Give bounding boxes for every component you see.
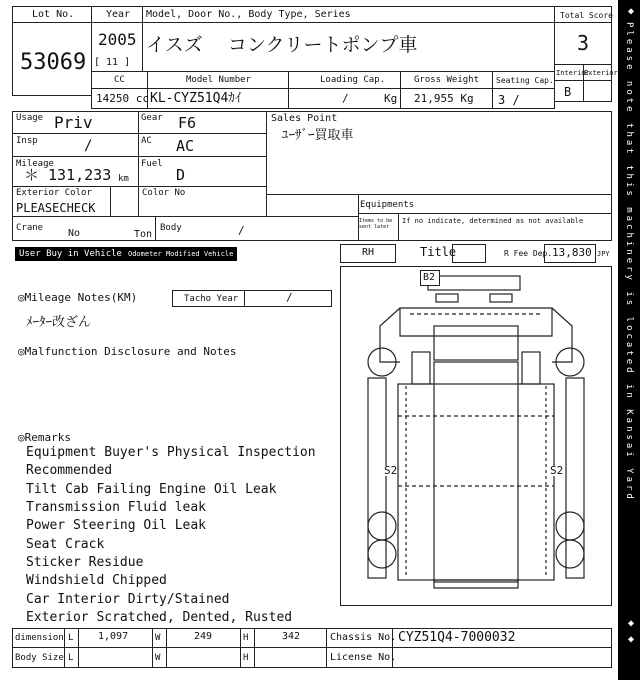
interior-score: B xyxy=(564,85,572,99)
equipments-label: Equipments xyxy=(360,200,415,210)
if-no-indicate-label: If no indicate, determined as not available xyxy=(402,217,584,225)
diamond-icon: ◆ xyxy=(627,634,634,645)
gear-label: Gear xyxy=(141,113,163,123)
tacho-value: / xyxy=(286,291,293,304)
mileage-notes-label: ◎Mileage Notes(KM) xyxy=(18,291,138,304)
model-number-value: KL-CYZ51Q4ｶｲ xyxy=(150,91,242,106)
crane-label: Crane xyxy=(16,223,44,233)
loading-value: / xyxy=(342,92,349,105)
lot-number: 53069 xyxy=(20,50,87,75)
cc-value: 14250 cc xyxy=(96,92,149,105)
bs-w-label: W xyxy=(155,653,161,663)
body-value: / xyxy=(238,224,245,237)
dim-w-value: 249 xyxy=(194,631,213,642)
ext-color-value: PLEASECHECK xyxy=(16,201,96,215)
remark-item: Sticker Residue xyxy=(26,555,144,570)
insp-value: / xyxy=(84,138,93,154)
remark-item: Car Interior Dirty/Stained xyxy=(26,592,230,607)
mileage-label: Mileage xyxy=(16,159,54,169)
ac-value: AC xyxy=(176,137,195,155)
odometer-badge: Odometer Modified Vehicle xyxy=(124,247,237,261)
title-label: Title xyxy=(420,245,457,259)
remark-item: Exterior Scratched, Dented, Rusted xyxy=(26,610,293,625)
dim-w-label: W xyxy=(155,633,161,643)
diamond-icon: ◆ xyxy=(627,618,634,629)
interior-label: Interior xyxy=(556,69,590,77)
gear-value: F6 xyxy=(178,114,197,132)
dim-l-label: L xyxy=(68,633,74,643)
remark-item: Windshield Chipped xyxy=(26,573,167,588)
diamond-icon: ◆ xyxy=(627,6,634,17)
lot-label: Lot No. xyxy=(32,9,75,20)
loading-unit: Kg xyxy=(384,92,398,105)
title-box xyxy=(452,244,486,263)
sales-point-value: ﾕｰｻﾞｰ買取車 xyxy=(282,128,354,143)
body-size-label: Body Size xyxy=(15,653,64,663)
remark-item: Power Steering Oil Leak xyxy=(26,518,207,533)
ext-color-label: Exterior Color xyxy=(16,188,92,198)
remark-item: Transmission Fluid leak xyxy=(26,500,207,515)
remark-item: Tilt Cab Failing Engine Oil Leak xyxy=(26,482,277,497)
bs-l-label: L xyxy=(68,653,74,663)
chassis-label: Chassis No. xyxy=(330,632,397,643)
score-label: Total Score xyxy=(560,11,613,20)
side-banner-text: Please note that this machinery is located in Kansai Yard xyxy=(624,22,634,502)
body-label: Body xyxy=(160,223,182,233)
crane-unit: Ton xyxy=(134,229,153,240)
sales-point-label: Sales Point xyxy=(271,113,338,124)
s2-right-code: S2 xyxy=(550,464,564,477)
usage-value: Priv xyxy=(54,113,93,132)
dim-h-value: 342 xyxy=(282,631,301,642)
chassis-value: CYZ51Q4-7000032 xyxy=(398,630,516,645)
rfee-value: 13,830 xyxy=(552,246,592,259)
loading-label: Loading Cap. xyxy=(320,75,386,85)
month-value: [ 11 ] xyxy=(94,57,131,68)
seating-value: 3 / xyxy=(498,93,520,107)
color-no-label: Color No xyxy=(142,188,186,198)
model-number-label: Model Number xyxy=(186,75,252,85)
year-label: Year xyxy=(106,9,131,20)
side-banner xyxy=(618,0,640,680)
insp-label: Insp xyxy=(16,136,38,146)
crane-value: No xyxy=(68,228,81,239)
dim-h-label: H xyxy=(243,633,249,643)
model-label: Model, Door No., Body Type, Series xyxy=(146,9,351,20)
truck-diagram xyxy=(340,266,612,606)
ac-label: AC xyxy=(141,136,152,146)
remark-item: Recommended xyxy=(26,463,113,478)
gross-value: 21,955 Kg xyxy=(414,92,474,105)
mileage-value: ＊ 131,233 xyxy=(24,166,112,184)
cc-label: CC xyxy=(114,75,125,85)
tacho-label: Tacho Year xyxy=(184,294,239,304)
fuel-value: D xyxy=(176,166,186,184)
rfee-unit: JPY xyxy=(597,250,610,258)
b2-code: B2 xyxy=(423,272,436,283)
s2-left-code: S2 xyxy=(384,464,398,477)
gross-label: Gross Weight xyxy=(414,75,480,85)
rfee-label: R Fee Dep. xyxy=(504,249,553,258)
malfunction-label: ◎Malfunction Disclosure and Notes xyxy=(18,345,237,358)
year-value: 2005 xyxy=(98,30,137,49)
seating-label: Seating Cap. xyxy=(496,76,554,85)
rh-value: RH xyxy=(362,247,375,258)
remark-item: Seat Crack xyxy=(26,537,105,552)
fuel-label: Fuel xyxy=(141,159,163,169)
dim-l-value: 1,097 xyxy=(98,631,129,642)
items-later-label: Items to be sent later xyxy=(359,218,393,230)
model-value: イスズ コンクリートポンプ車 xyxy=(146,34,418,56)
remarks-label: ◎Remarks xyxy=(18,431,71,444)
mileage-notes-value: ﾒｰﾀｰ改ざん xyxy=(26,315,92,330)
exterior-label: Exterior xyxy=(584,69,618,77)
license-label: License No. xyxy=(330,652,397,663)
user-buy-badge: User Buy in Vehicle xyxy=(15,247,126,261)
bs-h-label: H xyxy=(243,653,249,663)
dimension-label: dimension xyxy=(15,633,64,643)
remark-item: Equipment Buyer's Physical Inspection xyxy=(26,445,316,460)
mileage-unit: km xyxy=(118,174,129,184)
total-score: 3 xyxy=(577,31,590,55)
usage-label: Usage xyxy=(16,113,44,123)
